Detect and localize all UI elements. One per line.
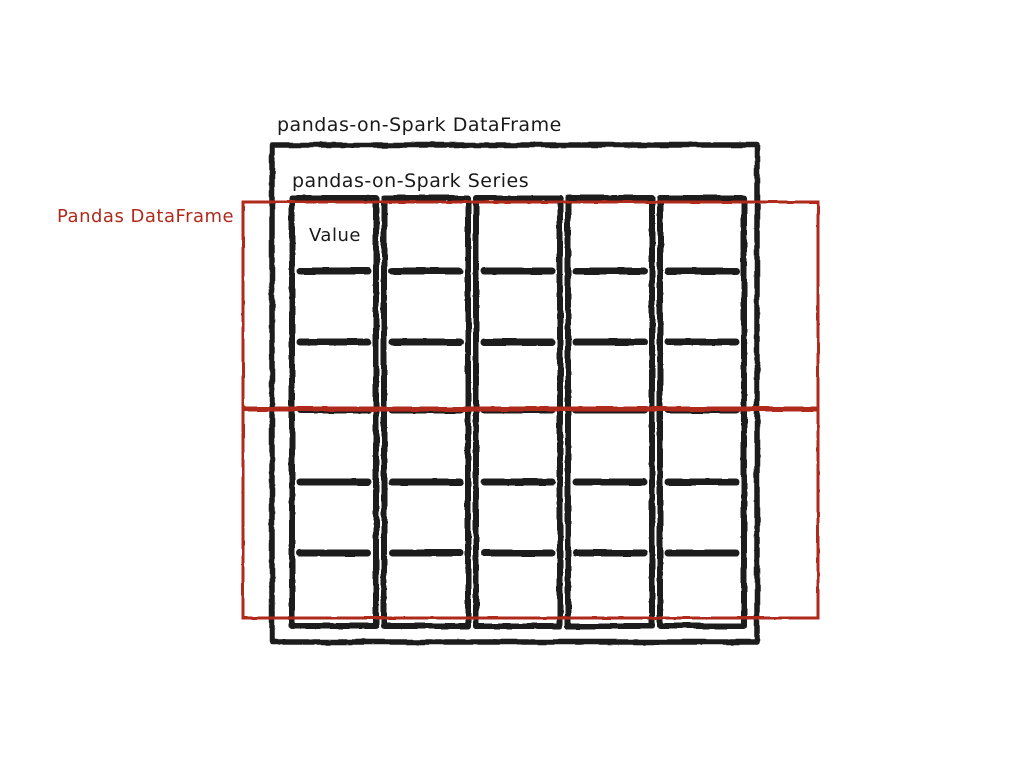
pandas-dataframe-label-top: Pandas DataFrame xyxy=(57,206,235,227)
pandas-dataframe-partition-lower xyxy=(243,410,818,618)
outer-dataframe-label: pandas-on-Spark DataFrame xyxy=(277,114,562,136)
pandas-dataframe-partition-upper xyxy=(243,202,818,408)
column-header-value: Value xyxy=(309,225,361,246)
series-label: pandas-on-Spark Series xyxy=(292,170,530,192)
